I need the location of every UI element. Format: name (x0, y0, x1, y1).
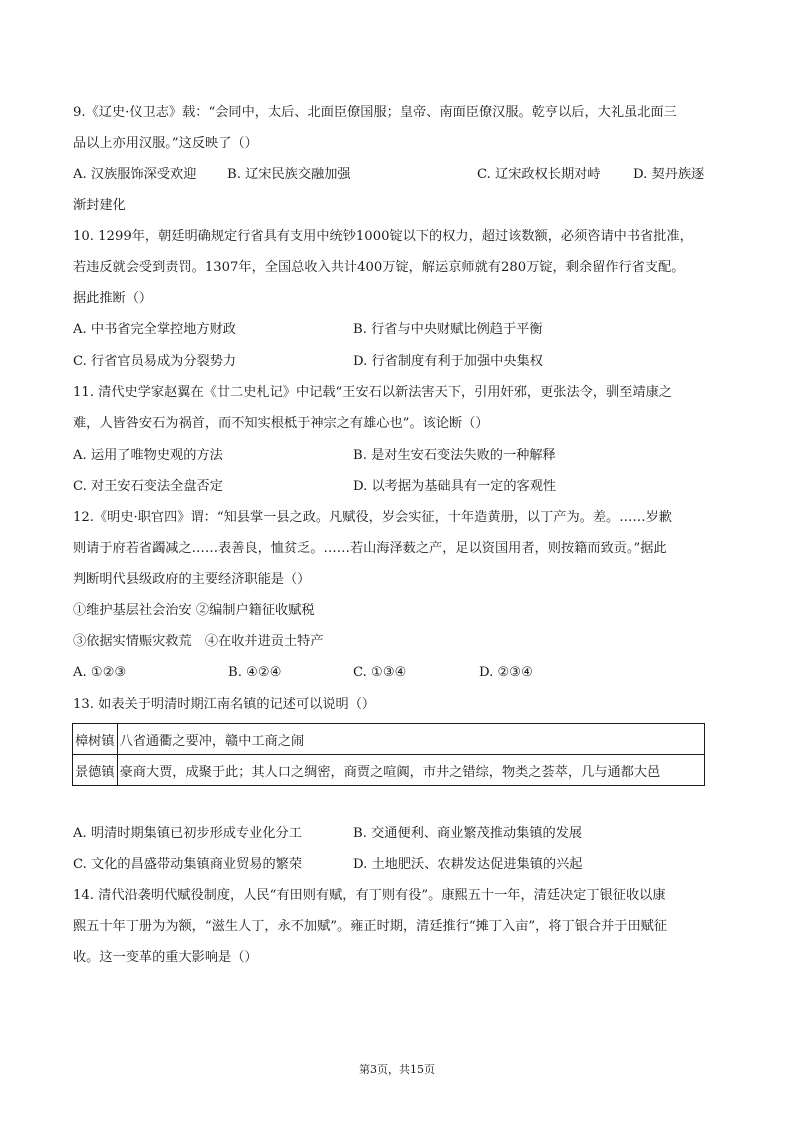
q14-stem-line-3: 收。这一变革的重大影响是（） (73, 950, 258, 965)
q14-stem-line-2: 熙五十年丁册为为额，“滋生人丁，永不加赋”。雍正时期，清廷推行“摊丁入亩”，将丁银合并于田赋征 (73, 919, 668, 934)
q10-option-d[interactable]: D. 行省制度有利于加强中央集权 (353, 354, 543, 369)
q11-stem-line-1: 11. 清代史学家赵翼在《廿二史札记》中记载“王安石以新法害天下，引用奸邪，更张法令，驯至靖康之 (73, 385, 672, 400)
q11-option-c[interactable]: C. 对王安石变法全盘否定 (73, 479, 223, 494)
table-cell-desc: 八省通衢之要冲，赣中工商之闹 (117, 724, 704, 755)
q12-item-line-1: ①维护基层社会治安 ②编制户籍征收赋税 (73, 603, 315, 618)
q12-stem-line-2: 则请于府若省蠲减之……表善良，恤贫乏。……若山海泽薮之产，足以资国用者，则按籍而致贡。”据此 (73, 541, 667, 556)
q13-option-d[interactable]: D. 土地肥沃、农耕发达促进集镇的兴起 (353, 857, 583, 872)
q13-stem: 13. 如表关于明清时期江南名镇的记述可以说明（） (73, 697, 376, 712)
q9-option-d[interactable]: D. 契丹族逐 (633, 167, 705, 182)
table-row (73, 755, 705, 786)
q12-stem-line-3: 判断明代县级政府的主要经济职能是（） (73, 572, 311, 587)
q12-stem-line-1: 12.《明史·职官四》谓：“知县掌一县之政。凡赋役，岁会实征，十年造黄册，以丁产为。差。……岁歉 (73, 510, 672, 525)
q10-option-c[interactable]: C. 行省官员易成为分裂势力 (73, 354, 237, 369)
q11-option-b[interactable]: B. 是对生安石变法失败的一种解释 (353, 448, 556, 463)
q10-stem-line-3: 据此推断（） (73, 291, 153, 306)
q10-option-b[interactable]: B. 行省与中央财赋比例趋于平衡 (353, 322, 543, 337)
q12-option-d[interactable]: D. ②③④ (479, 665, 533, 680)
q9-option-d-continuation: 渐封建化 (73, 198, 126, 213)
page-number-footer: 第3页，共15页 (359, 1063, 435, 1076)
q9-stem-line-2: 品以上亦用汉服。”这反映了（） (73, 136, 258, 151)
q9-stem-line-1: 9.《辽史·仪卫志》载：“会同中，太后、北面臣僚国服；皇帝、南面臣僚汉服。乾亨以后，大礼虽北面三 (73, 105, 677, 120)
q13-option-c[interactable]: C. 文化的昌盛带动集镇商业贸易的繁荣 (73, 857, 303, 872)
q10-stem-line-2: 若违反就会受到责罚。1307年，全国总收入共计400万锭，解运京师就有280万锭，剩余留作行省支配。 (73, 260, 685, 275)
q9-option-a[interactable]: A. 汉族服饰深受欢迎 (73, 167, 197, 182)
table-cell-town: 樟树镇 (73, 724, 118, 755)
table-cell-desc: 豪商大贾，成聚于此；其人口之绸密，商贾之喧阗，市井之错综，物类之荟萃，几与通都大邑 (117, 755, 704, 786)
q11-option-a[interactable]: A. 运用了唯物史观的方法 (73, 448, 223, 463)
q9-option-b[interactable]: B. 辽宋民族交融加强 (227, 167, 351, 182)
q12-option-b[interactable]: B. ④②④ (228, 665, 282, 680)
table-row (73, 724, 705, 755)
q12-option-c[interactable]: C. ①③④ (353, 665, 407, 680)
table-cell-town: 景德镇 (73, 755, 118, 786)
q14-stem-line-1: 14. 清代沿袭明代赋役制度，人民“有田则有赋，有丁则有役”。康熙五十一年，清廷决定丁银征收以康 (73, 888, 666, 903)
q12-item-line-2: ③依据实情赈灾救荒 ④在收并进贡土特产 (73, 634, 324, 649)
q10-option-a[interactable]: A. 中书省完全掌控地方财政 (73, 322, 236, 337)
q11-option-d[interactable]: D. 以考据为基础具有一定的客观性 (353, 479, 557, 494)
q13-option-a[interactable]: A. 明清时期集镇已初步形成专业化分工 (73, 826, 302, 841)
q13-town-table (72, 723, 705, 786)
q12-option-a[interactable]: A. ①②③ (73, 665, 127, 680)
q13-option-b[interactable]: B. 交通便利、商业繁茂推动集镇的发展 (353, 826, 583, 841)
q9-option-c[interactable]: C. 辽宋政权长期对峙 (477, 167, 601, 182)
q11-stem-line-2: 难，人皆咎安石为祸首，而不知实根柢于神宗之有雄心也”。该论断（） (73, 416, 489, 431)
q10-stem-line-1: 10. 1299年，朝廷明确规定行省具有支用中统钞1000锭以下的权力，超过该数额，必须咨请中书省批准， (73, 229, 693, 244)
